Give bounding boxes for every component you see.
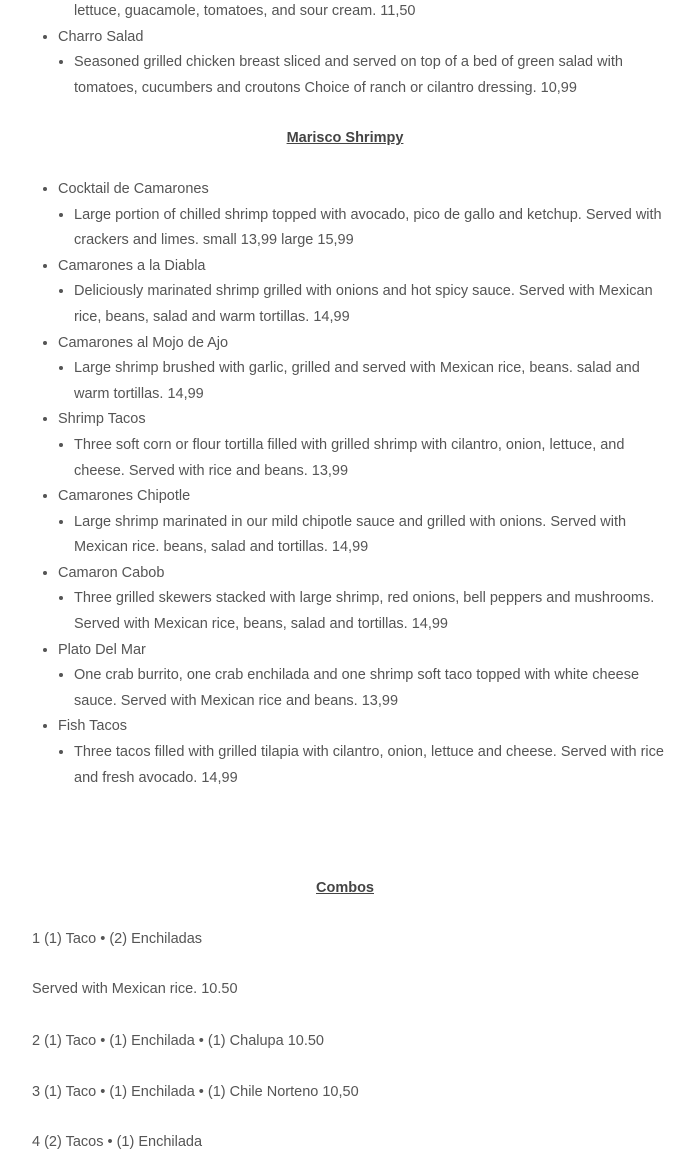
combo-line: 3 (1) Taco • (1) Enchilada • (1) Chile Norteno 10,50 [32, 1083, 359, 1100]
combo-line: 1 (1) Taco • (2) Enchiladas [32, 930, 203, 947]
menu-item [58, 638, 690, 715]
item-details [58, 203, 690, 254]
item-details [58, 279, 690, 330]
item-name: Camarones Chipotle [58, 488, 191, 505]
menu-item-charro-salad [58, 25, 690, 102]
item-details [58, 50, 690, 101]
item-name: Charro Salad [58, 28, 144, 45]
item-name: Camarones al Mojo de Ajo [58, 334, 229, 351]
item-description: • Three grilled skewers stacked with large shrimp, red onions, bell peppers and mushrooms. Served with Mexican rice, beans, salad and tortillas. 14,99 [74, 586, 666, 637]
menu-item [58, 407, 690, 484]
salad-list [0, 25, 690, 102]
list-item [58, 0, 690, 25]
item-name: Shrimp Tacos [58, 411, 146, 428]
item-description: • Large portion of chilled shrimp topped with avocado, pico de gallo and ketchup. Served with crackers and limes. small 13,99 large 15,99 [74, 203, 666, 254]
combo-line: Served with Mexican rice. 10.50 [32, 981, 238, 998]
item-description: • One crab burrito, one crab enchilada and one shrimp soft taco topped with white cheese sauce. Served with Mexican rice and beans. 13,99 [74, 663, 666, 714]
menu-item [58, 561, 690, 638]
item-details [58, 356, 690, 407]
item-details [58, 433, 690, 484]
item-name: Plato Del Mar [58, 641, 146, 658]
item-description: • Deliciously marinated shrimp grilled with onions and hot spicy sauce. Served with Mexican rice, beans, salad and warm tortillas. 14,99 [74, 279, 666, 330]
menu-item [58, 331, 690, 408]
item-description: • Large shrimp marinated in our mild chipotle sauce and grilled with onions. Served with Mexican rice. beans, salad and tortillas. 14,99 [74, 510, 666, 561]
item-description: • Seasoned grilled chicken breast sliced and served on top of a bed of green salad with tomatoes, cucumbers and croutons Choice of ranch or cilantro dressing. 10,99 [74, 50, 666, 101]
item-name: Cocktail de Camarones [58, 180, 209, 197]
item-description: • Large shrimp brushed with garlic, grilled and served with Mexican rice, beans. salad and warm tortillas. 14,99 [74, 356, 666, 407]
salad-list-continued [0, 0, 690, 25]
item-description: • Three tacos filled with grilled tilapia with cilantro, onion, lettuce and cheese. Served with rice and fresh avocado. 14,99 [74, 740, 666, 791]
combo-line: 2 (1) Taco • (1) Enchilada • (1) Chalupa 10.50 [32, 1033, 324, 1049]
item-description: lettuce, guacamole, tomatoes, and sour cream. 11,50 [74, 3, 416, 19]
combo-line: 4 (2) Tacos • (1) Enchilada [32, 1134, 203, 1151]
shrimp-list [0, 177, 690, 791]
item-description: • Three soft corn or flour tortilla filled with grilled shrimp with cilantro, onion, lettuce, and cheese. Served with rice and beans. 13,99 [74, 433, 666, 484]
item-name: Camarones a la Diabla [58, 257, 206, 274]
item-details [58, 586, 690, 637]
item-details [58, 663, 690, 714]
item-details [58, 740, 690, 791]
item-details [58, 510, 690, 561]
menu-item [58, 714, 690, 791]
item-name: Camaron Cabob [58, 564, 165, 581]
menu-item [58, 484, 690, 561]
item-name: Fish Tacos [58, 718, 128, 735]
menu-item [58, 177, 690, 254]
item-details [58, 0, 690, 25]
section-heading-combos: Combos [316, 880, 374, 897]
menu-item [58, 254, 690, 331]
section-heading-shrimp: Marisco Shrimpy [286, 130, 404, 147]
